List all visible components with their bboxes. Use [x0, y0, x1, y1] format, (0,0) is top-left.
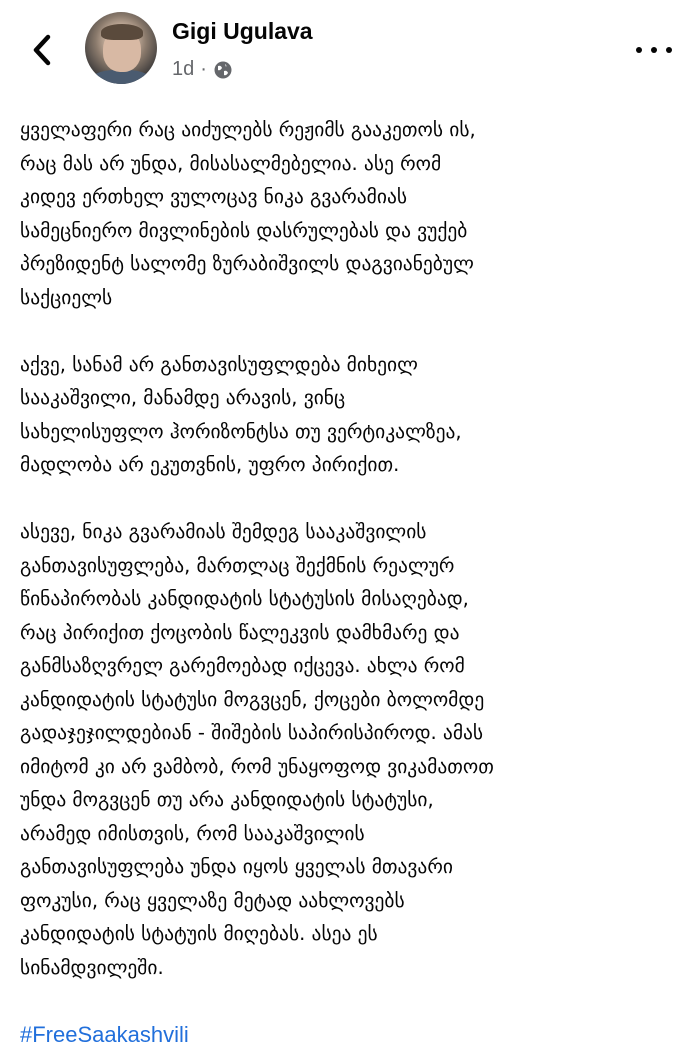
text-line: სამეცნიერო მივლინების დასრულებას და ვუქებ [20, 214, 692, 248]
text-line: სააკაშვილი, მანამდე არავის, ვინც [20, 381, 692, 415]
text-line: იმიტომ კი არ ვამბობ, რომ უნაყოფოდ ვიკამათოთ [20, 750, 692, 784]
text-line: არამედ იმისთვის, რომ სააკაშვილის [20, 817, 692, 851]
text-line: უნდა მოგვცენ თუ არა კანდიდატის სტატუსი, [20, 783, 692, 817]
text-line: ასევე, ნიკა გვარამიას შემდეგ სააკაშვილის [20, 515, 692, 549]
more-horizontal-icon [636, 47, 642, 53]
text-line: რაც პირიქით ქოცობის წალეკვის დამხმარე და [20, 616, 692, 650]
chevron-left-icon [31, 33, 53, 67]
text-line: ფოკუსი, რაც ყველაზე მეტად აახლოვებს [20, 884, 692, 918]
more-options-button[interactable] [636, 40, 672, 60]
post-body [20, 113, 692, 1051]
text-line: წინაპირობას კანდიდატის სტატუსის მისაღებად, [20, 582, 692, 616]
author-name[interactable]: Gigi Ugulava [172, 18, 313, 45]
text-line: საქციელს [20, 281, 692, 315]
text-line: მადლობა არ ეკუთვნის, უფრო პირიქით. [20, 448, 692, 482]
text-line: რაც მას არ უნდა, მისასალმებელია. ასე რომ [20, 147, 692, 181]
post-paragraph [20, 113, 692, 314]
post-paragraph [20, 348, 692, 482]
text-line: განთავისუფლება უნდა იყოს ყველას მთავარი [20, 850, 692, 884]
globe-icon[interactable] [213, 60, 233, 80]
text-line: სახელისუფლო ჰორიზონტსა თუ ვერტიკალზეა, [20, 415, 692, 449]
text-line: სინამდვილეში. [20, 951, 692, 985]
text-line: განმსაზღვრელ გარემოებად იქცევა. ახლა რომ [20, 649, 692, 683]
text-line: კანდიდატის სტატუსი მოგვცენ, ქოცები ბოლომდე [20, 683, 692, 717]
post-meta [172, 58, 233, 81]
text-line: პრეზიდენტ სალომე ზურაბიშვილს დაგვიანებულ [20, 247, 692, 281]
text-line: გადაჯეჯილდებიან - შიშების საპირისპიროდ. ამას [20, 716, 692, 750]
text-line: ყველაფერი რაც აიძულებს რეჟიმს გააკეთოს ის, [20, 113, 692, 147]
post-header [0, 0, 698, 100]
post-text [20, 113, 692, 984]
text-line: აქვე, სანამ არ განთავისუფლდება მიხეილ [20, 348, 692, 382]
text-line: განთავისუფლება, მართლაც შექმნის რეალურ [20, 549, 692, 583]
meta-separator: · [200, 58, 207, 81]
hashtag-link[interactable]: #FreeSaakashvili [20, 1018, 692, 1051]
text-line: კანდიდატის სტატუის მიღებას. ასეა ეს [20, 917, 692, 951]
avatar[interactable] [85, 12, 157, 84]
post-paragraph [20, 515, 692, 984]
back-button[interactable] [22, 28, 62, 72]
text-line: კიდევ ერთხელ ვულოცავ ნიკა გვარამიას [20, 180, 692, 214]
post-time[interactable]: 1d [172, 58, 194, 81]
